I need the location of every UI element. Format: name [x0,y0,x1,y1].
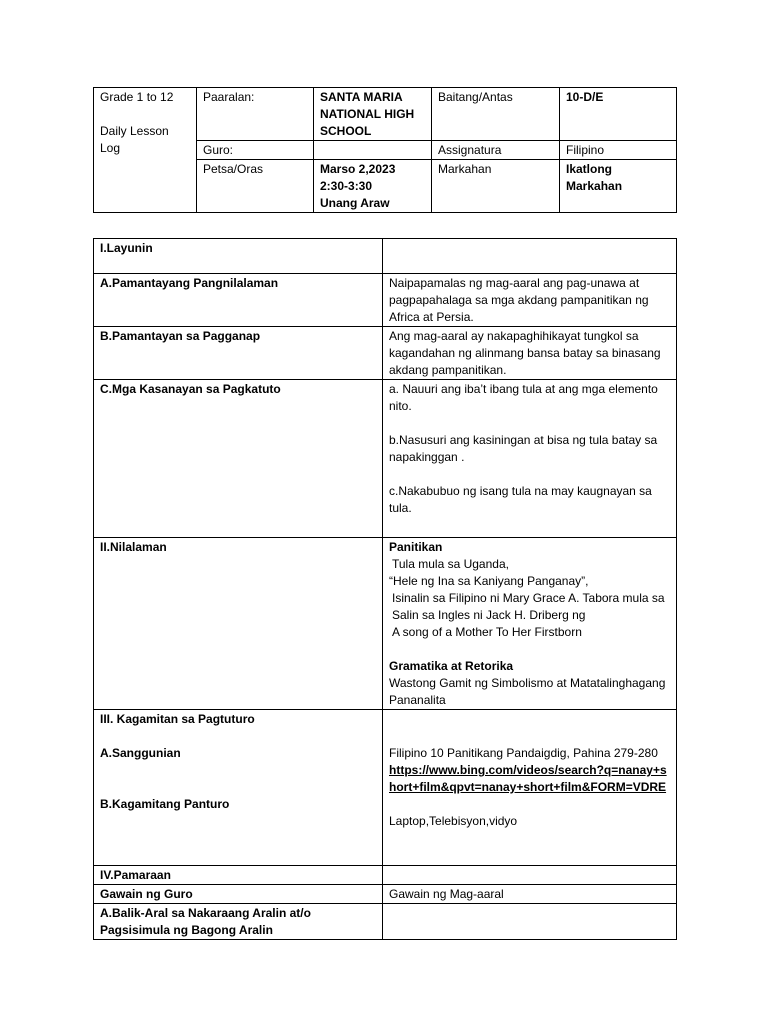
nilalaman-label: II.Nilalaman [94,538,383,710]
school-label: Paaralan: [197,88,314,141]
kasanayan-c: c.Nakabubuo ng isang tula na may kaugnayan sa tula. [389,484,652,515]
balik-aral-value [383,904,677,940]
pagganap-label: B.Pamantayan sa Pagganap [94,327,383,380]
grade-text: Grade 1 to 12 [100,90,174,104]
kasanayan-cell [383,380,677,538]
pagganap-value: Ang mag-aaral ay nakapaghihikayat tungkol sa kagandahan ng alinmang bansa batay sa binasang akdang pampanitikan. [383,327,677,380]
teacher-value [314,141,432,160]
video-link[interactable]: https://www.bing.com/videos/search?q=nanay+short+film&qpvt=nanay+short+film&FORM=VDRE [389,763,667,794]
log-title: Daily Lesson Log [100,124,169,155]
subject-value: Filipino [560,141,677,160]
kagamitan-value-cell [383,710,677,866]
quarter-value: Ikatlong Markahan [560,160,677,213]
time-value: 2:30-3:30 [320,179,373,193]
quarter-label: Markahan [432,160,560,213]
sanggunian-label: A.Sanggunian [100,746,181,760]
kasanayan-a: a. Nauuri ang iba’t ibang tula at ang mga elemento nito. [389,382,658,413]
pamaraan-value [383,866,677,885]
date-label: Petsa/Oras [197,160,314,213]
kagamitan-label: III. Kagamitan sa Pagtuturo [100,712,255,726]
panitikan-line1: Tula mula sa Uganda, [392,557,509,571]
kasanayan-b: b.Nasusuri ang kasiningan at bisa ng tula batay sa napakinggan . [389,433,658,464]
header-table [93,87,677,213]
guro-activity-header: Gawain ng Guro [94,885,383,904]
gramatika-heading: Gramatika at Retorika [389,659,514,673]
grade-level-label: Baitang/Antas [432,88,560,141]
kagamitan-cell [94,710,383,866]
layunin-label: I.Layunin [94,239,383,274]
panturo-value: Laptop,Telebisyon,vidyo [389,814,518,828]
panitikan-heading: Panitikan [389,540,443,554]
pangnilalaman-label: A.Pamantayang Pangnilalaman [94,274,383,327]
date-value: Marso 2,2023 [320,162,396,176]
gramatika-text: Wastong Gamit ng Simbolismo at Matatalinghagang Pananalita [389,676,666,707]
nilalaman-cell [383,538,677,710]
panturo-label: B.Kagamitang Panturo [100,797,230,811]
grade-level-value: 10-D/E [560,88,677,141]
day-value: Unang Araw [320,196,390,210]
grade-cell [94,88,197,213]
panitikan-line2: “Hele ng Ina sa Kaniyang Panganay”, [389,574,589,588]
subject-label: Assignatura [432,141,560,160]
pangnilalaman-value: Naipapamalas ng mag-aaral ang pag-unawa at pagpapahalaga sa mga akdang pampanitikan ng Africa at Persia. [383,274,677,327]
sanggunian-value: Filipino 10 Panitikang Pandaigdig, Pahina 279-280 [389,746,658,760]
panitikan-line4: A song of a Mother To Her Firstborn [392,625,582,639]
lesson-plan-table [93,238,677,940]
panitikan-line3: Isinalin sa Filipino ni Mary Grace A. Tabora mula sa Salin sa Ingles ni Jack H. Driberg ng [392,591,665,622]
pamaraan-label: IV.Pamaraan [94,866,383,885]
balik-aral-label: A.Balik-Aral sa Nakaraang Aralin at/o Pagsisimula ng Bagong Aralin [94,904,383,940]
kasanayan-label: C.Mga Kasanayan sa Pagkatuto [94,380,383,538]
teacher-label: Guro: [197,141,314,160]
layunin-value [383,239,677,274]
magaaral-activity-header: Gawain ng Mag-aaral [383,885,677,904]
date-cell [314,160,432,213]
school-value: SANTA MARIA NATIONAL HIGH SCHOOL [314,88,432,141]
